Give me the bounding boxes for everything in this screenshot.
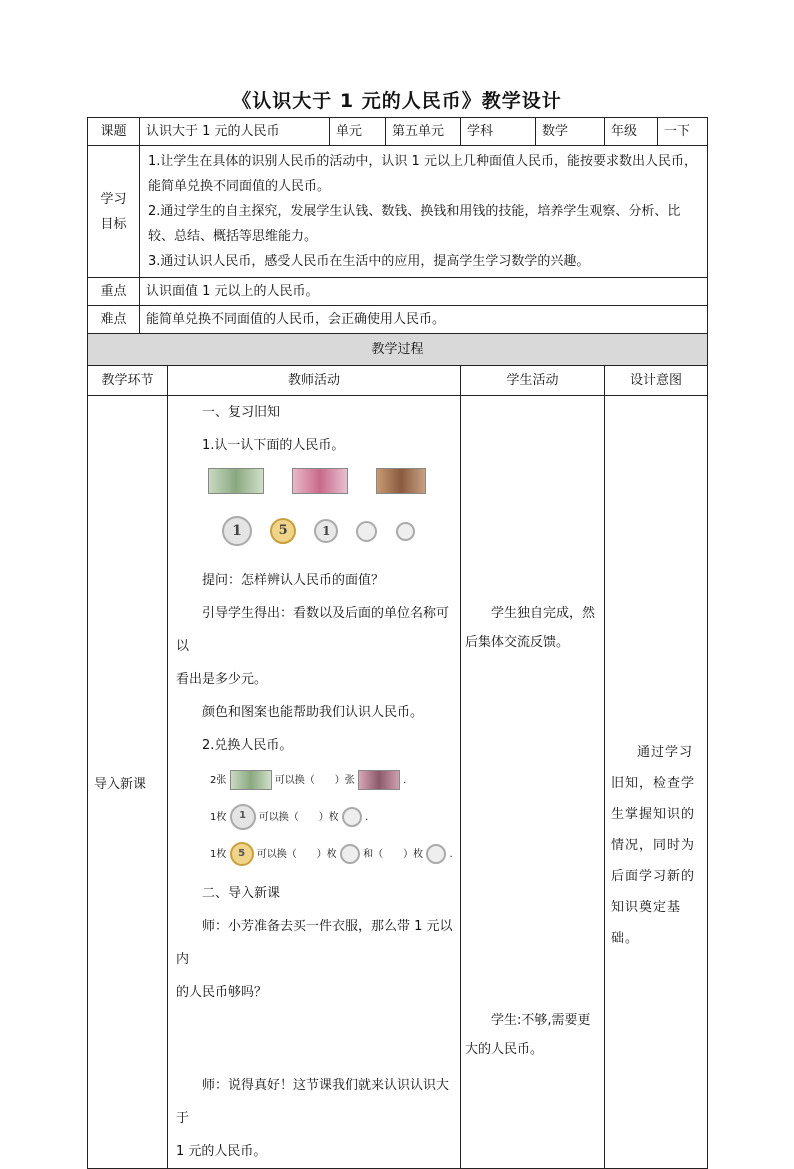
task-exchange: 2.兑换人民币。 xyxy=(202,738,293,753)
col-stage-header: 教学环节 xyxy=(88,366,168,396)
exchange-exercise-3: 1枚 5 可以换（ ）枚 和（ ）枚 . xyxy=(176,836,454,873)
stage-cell: 导入新课 xyxy=(88,396,168,1169)
banknote-1-yuan xyxy=(208,468,264,494)
difficulty-row xyxy=(88,306,708,334)
header-row xyxy=(88,118,708,146)
col-student-header: 学生活动 xyxy=(461,366,605,396)
banknote-5-jiao xyxy=(292,468,348,494)
process-header-row xyxy=(88,334,708,366)
column-header-row xyxy=(88,366,708,396)
document-title: 《认识大于 1 元的人民币》教学设计 xyxy=(232,90,562,112)
task-identify: 1.认一认下面的人民币。 xyxy=(202,438,345,453)
difficulty-text: 能简单兑换不同面值的人民币，会正确使用人民币。 xyxy=(140,306,708,334)
coin-icon: 5 xyxy=(230,842,254,866)
guide-text-1: 引导学生得出：看数以及后面的单位名称可以 xyxy=(176,606,450,654)
banknote-icon xyxy=(358,770,400,790)
label-topic: 课题 xyxy=(88,118,140,146)
label-grade: 年级 xyxy=(605,118,658,146)
section-review: 一、复习旧知 xyxy=(202,405,281,420)
exchange-exercise-1: 2张 可以换（ ）张 . xyxy=(176,762,454,799)
coin-icon xyxy=(342,807,362,827)
teacher-line-2a: 师：说得真好！这节课我们就来认识认识大于 xyxy=(176,1078,450,1126)
coin-images xyxy=(176,510,454,564)
teacher-activity-cell xyxy=(168,396,461,1169)
process-header: 教学过程 xyxy=(88,334,708,366)
coin-icon xyxy=(340,844,360,864)
teacher-line-1b: 的人民币够吗？ xyxy=(176,985,268,1000)
exchange-exercise-2: 1枚 1 可以换（ ）枚 . xyxy=(176,799,454,836)
student-activity-cell xyxy=(461,396,605,1169)
label-goals: 学习 目标 xyxy=(88,146,140,278)
banknote-icon xyxy=(230,770,272,790)
label-key-point: 重点 xyxy=(88,278,140,306)
coin-5-jiao: 5 xyxy=(270,518,296,544)
lesson-plan-table xyxy=(87,117,708,1169)
banknote-images xyxy=(176,462,454,510)
student-activity-2: 学生:不够,需要更大的人民币。 xyxy=(465,1012,591,1057)
design-intent-cell xyxy=(605,396,708,1169)
banknote-1-jiao xyxy=(376,468,426,494)
coin-1-jiao: 1 xyxy=(314,519,338,543)
guide-text-2: 看出是多少元。 xyxy=(176,672,268,687)
goal-item: 1.让学生在具体的识别人民币的活动中，认识 1 元以上几种面值人民币，能按要求数出人民币，能简单兑换不同面值的人民币。 xyxy=(148,154,697,194)
teacher-line-1a: 师：小芳准备去买一件衣服，那么带 1 元以内 xyxy=(176,919,453,967)
coin-small-1 xyxy=(356,521,377,542)
coin-icon: 1 xyxy=(230,804,256,830)
goal-item: 3.通过认识人民币，感受人民币在生活中的应用，提高学生学习数学的兴趣。 xyxy=(148,254,590,269)
teacher-line-2b: 1 元的人民币。 xyxy=(176,1144,267,1159)
label-difficulty: 难点 xyxy=(88,306,140,334)
coin-icon xyxy=(426,844,446,864)
section-intro: 二、导入新课 xyxy=(202,886,281,901)
subject-value: 数学 xyxy=(536,118,605,146)
student-activity-1: 学生独自完成，然后集体交流反馈。 xyxy=(465,605,596,650)
col-teacher-header: 教师活动 xyxy=(168,366,461,396)
label-unit: 单元 xyxy=(330,118,386,146)
key-point-text: 认识面值 1 元以上的人民币。 xyxy=(140,278,708,306)
question-text: 提问：怎样辨认人民币的面值？ xyxy=(202,573,385,588)
design-intent-text: 通过学习旧知，检查学生掌握知识的情况，同时为后面学习新的知识奠定基础。 xyxy=(611,745,696,946)
col-intent-header: 设计意图 xyxy=(605,366,708,396)
goal-item: 2.通过学生的自主探究，发展学生认钱、数钱、换钱和用钱的技能，培养学生观察、分析、比较、总结、概括等思维能力。 xyxy=(148,204,681,244)
unit-value: 第五单元 xyxy=(386,118,461,146)
goals-content xyxy=(140,146,708,278)
color-hint-text: 颜色和图案也能帮助我们认识人民币。 xyxy=(202,705,424,720)
coin-small-2 xyxy=(396,522,415,541)
label-subject: 学科 xyxy=(461,118,536,146)
grade-value: 一下 xyxy=(658,118,708,146)
goals-row xyxy=(88,146,708,278)
key-point-row xyxy=(88,278,708,306)
topic-value: 认识大于 1 元的人民币 xyxy=(140,118,330,146)
coin-1-yuan: 1 xyxy=(222,516,252,546)
process-row xyxy=(88,396,708,1169)
